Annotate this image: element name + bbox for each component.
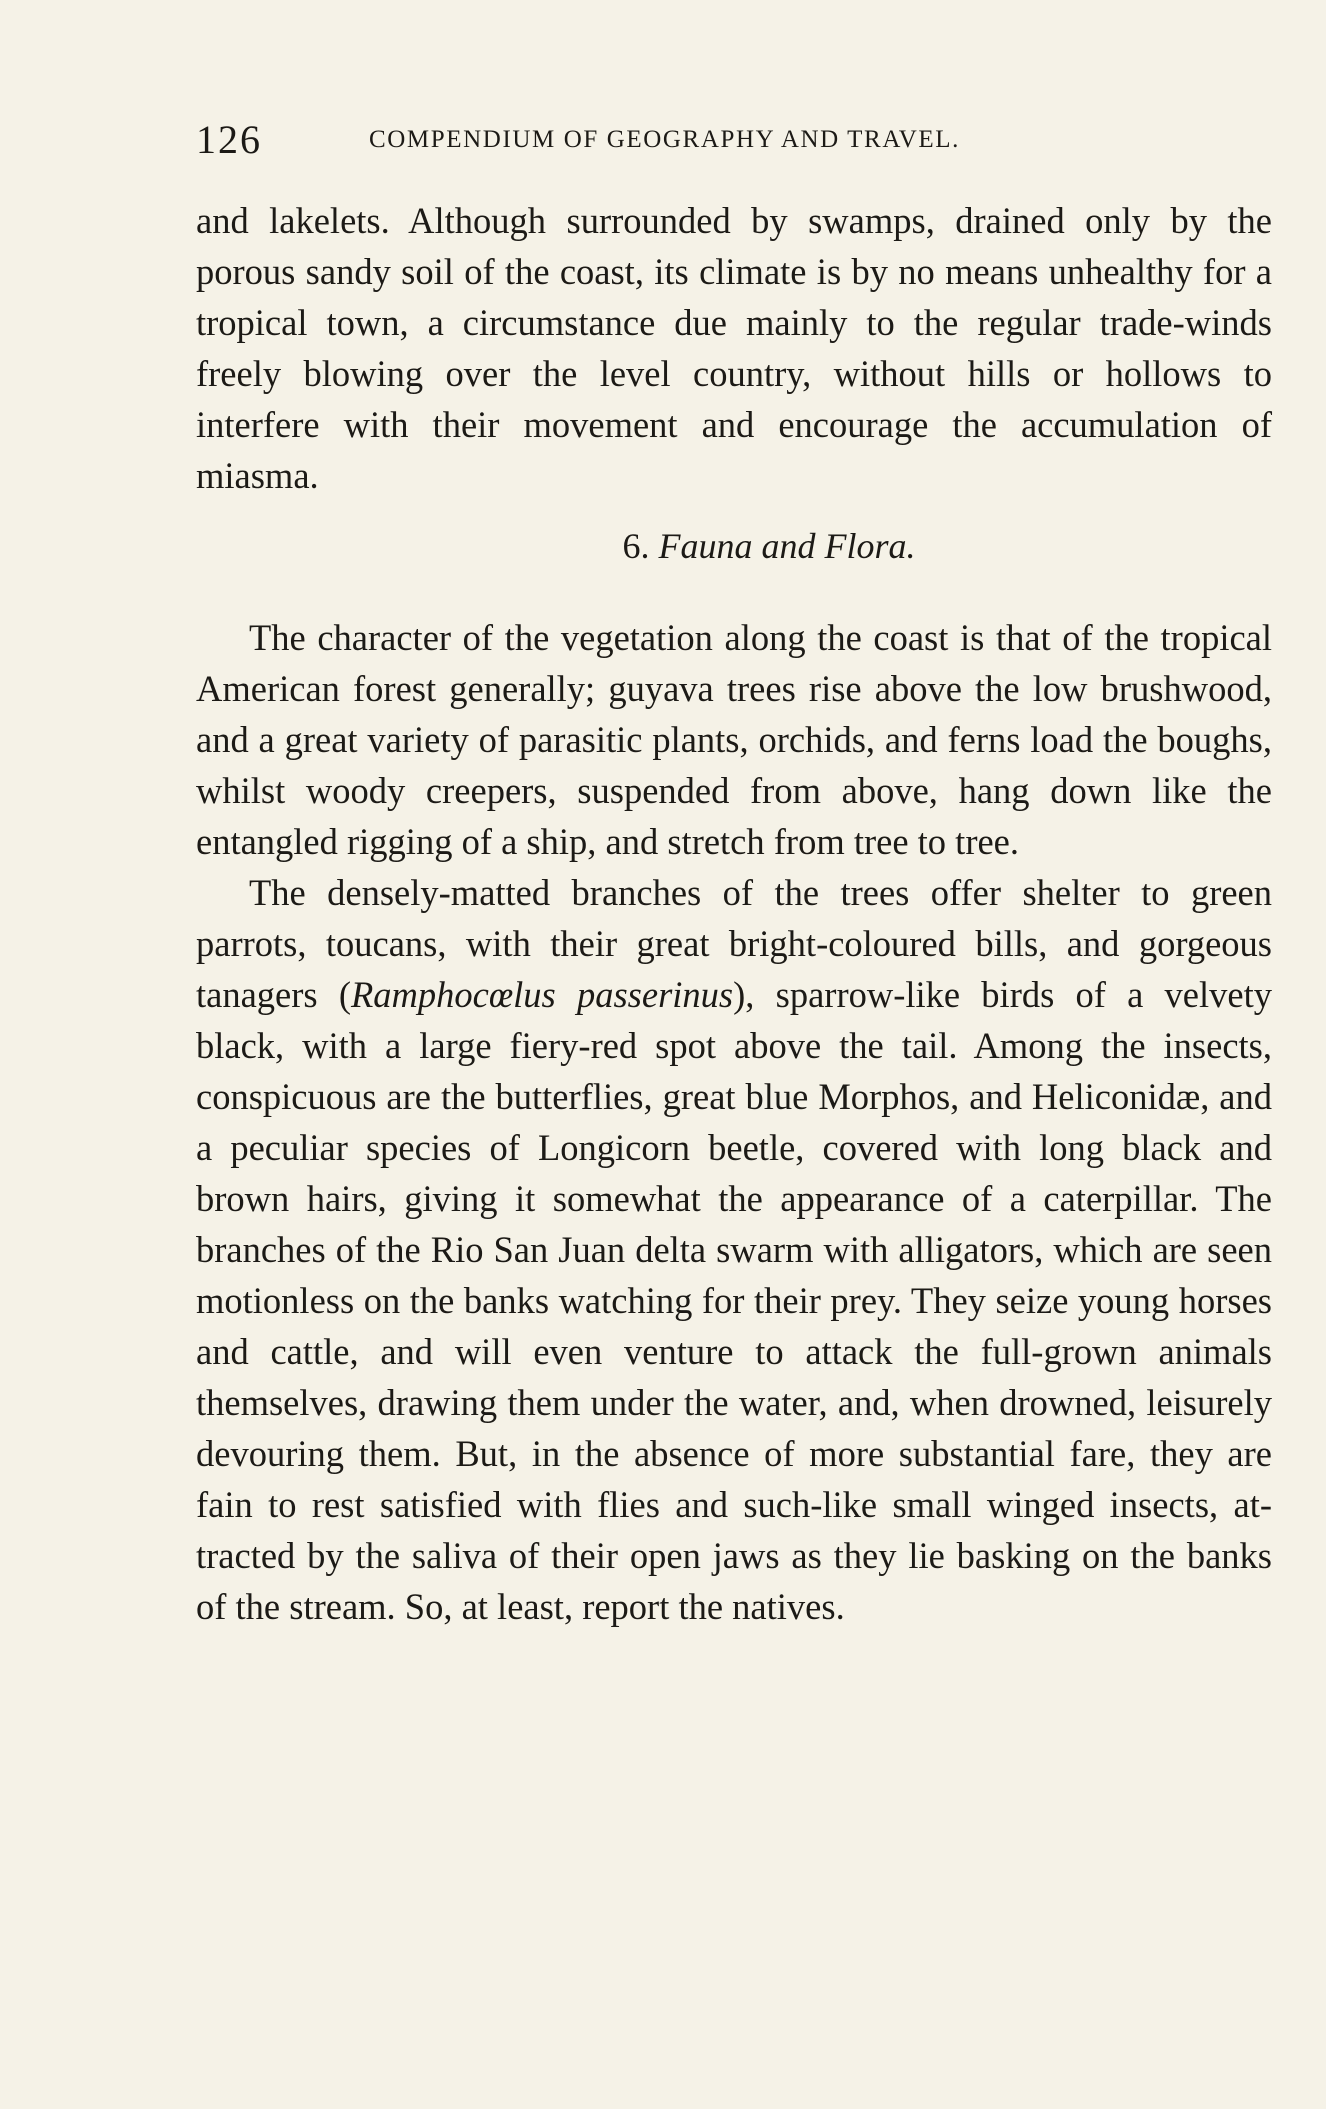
paragraph-fauna-start: The densely-matted branches of the trees offer shelter to green parrots, toucans, with their great bright-coloured bills, and gorgeous tanagers ( [196, 872, 1272, 1015]
section-title: Fauna and Flora. [658, 526, 916, 566]
page-number: 126 [196, 117, 262, 162]
body-text [196, 195, 1272, 1632]
running-head: COMPENDIUM OF GEOGRAPHY AND TRAVEL. [369, 126, 961, 153]
page-header [196, 116, 1116, 166]
section-heading [196, 521, 1272, 572]
paragraph-fauna-rest: ), sparrow-like birds of a velvety black, with a large fiery-red spot above the tail. Among the insects, conspicuous are the butterflies, great blue Morphos, and Heliconidæ, and a peculiar species of Longicorn beetle, covered with long black and brown hairs, giving it somewhat the appearance of a caterpillar. The branches of the Rio San Juan delta swarm with alligators, which are seen motionless on the banks watching for their prey. They seize young horses and cattle, and will even venture to attack the full-grown animals themselves, drawing them under the water, and, when drowned, leisurely devouring them. But, in the absence of more substantial fare, they are fain to rest satisfied with flies and such-like small winged insects, attracted by the saliva of their open jaws as they lie basking on the banks of the stream. So, at least, report the natives. [196, 974, 1272, 1627]
latin-species-name: Ramphocœlus passerinus [350, 974, 734, 1015]
paragraph-fauna [196, 867, 1272, 1632]
paragraph-vegetation: The character of the vegetation along the coast is that of the tropical American forest generally; guyava trees rise above the low brushwood, and a great variety of parasitic plants, orchids, and ferns load the boughs, whilst woody creepers, suspended from above, hang down like the entangled rigging of a ship, and stretch from tree to tree. [196, 617, 1272, 862]
section-number: 6. [622, 526, 650, 566]
paragraph-continued: and lakelets. Although surrounded by swamps, drained only by the porous sandy soil of the coast, its climate is by no means unhealthy for a tropical town, a circumstance due mainly to the regular trade-winds freely blowing over the level country, without hills or hollows to interfere with their movement and encourage the accumulation of miasma. [196, 200, 1272, 496]
